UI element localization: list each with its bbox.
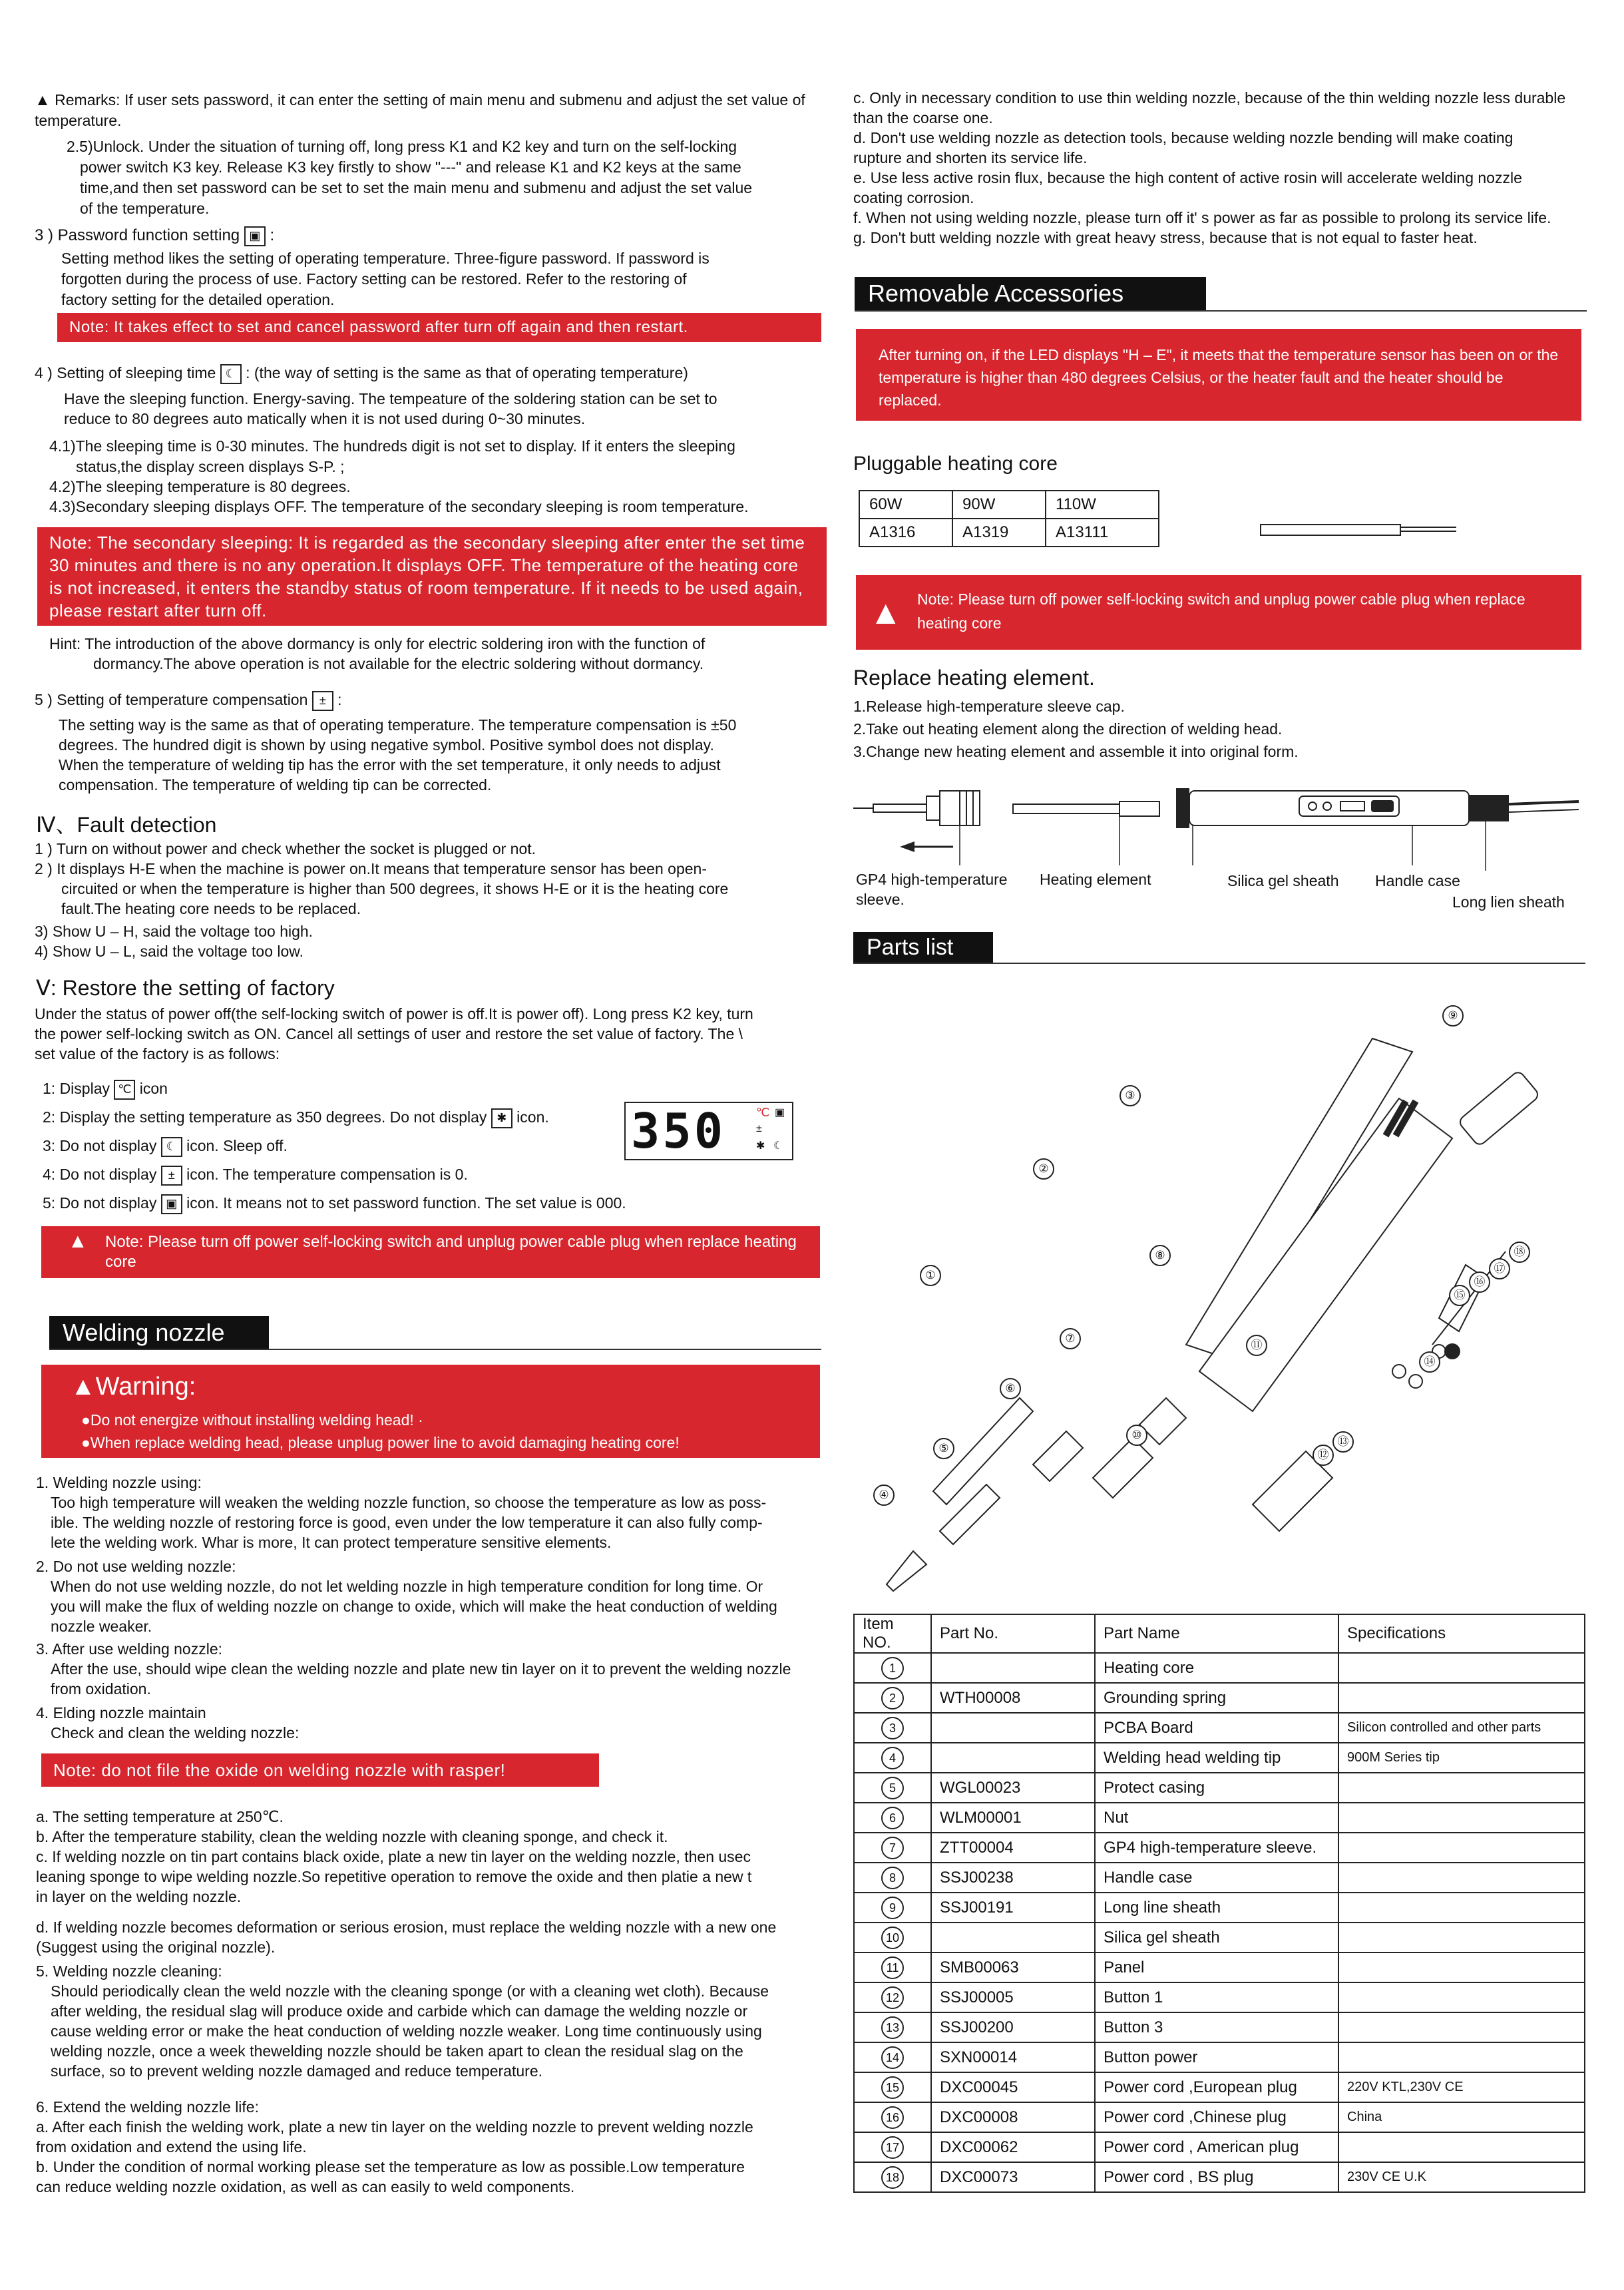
item-number-cell [854, 1952, 931, 1982]
sleep-sub: 4.2)The sleeping temperature is 80 degrees. [49, 478, 351, 495]
callout-17: ⑰ [1489, 1258, 1510, 1279]
warning-box [41, 1365, 820, 1458]
table-cell: Power cord , BS plug [1095, 2162, 1338, 2192]
fault-line: 4) Show U – L, said the voltage too low. [35, 943, 304, 960]
callout-6: ⑥ [1000, 1378, 1021, 1399]
table-cell: 60W [859, 491, 952, 519]
sleep-sub: 4.3)Secondary sleeping displays OFF. The temperature of the secondary sleeping is room temperature. [49, 498, 749, 515]
nozzle-block-line: a. After each finish the welding work, plate a new tin layer on the welding nozzle to prevent welding nozzle [36, 2118, 753, 2136]
table-header: Item NO. [854, 1614, 931, 1653]
moon-icon: ☾ [220, 364, 242, 384]
nozzle-block-head: 6. Extend the welding nozzle life: [36, 2098, 259, 2116]
restore-line: set value of the factory is as follows: [35, 1045, 280, 1062]
core-table [859, 490, 1159, 547]
callout-9: ⑨ [1442, 1005, 1464, 1027]
replace-diagram [853, 779, 1585, 879]
warning-item: ●Do not energize without installing welding head! · [81, 1411, 423, 1429]
item-number: 2 [881, 1687, 904, 1710]
sleep-sub: 4.1)The sleeping time is 0-30 minutes. The hundreds digit is not set to display. If it enters the sleeping [49, 437, 735, 455]
divider [49, 1349, 821, 1350]
table-row [854, 1923, 1585, 1952]
callout-3: ③ [1119, 1085, 1141, 1106]
password-icon: ▣ [161, 1194, 182, 1214]
power-note-text: Note: Please turn off power self-locking switch and unplug power cable plug when replace heating core [105, 1233, 797, 1271]
item-number: 3 [881, 1717, 904, 1739]
table-cell [1338, 1923, 1585, 1952]
password-line: Setting method likes the setting of operating temperature. Three-figure password. If password is [61, 250, 710, 267]
item-number: 9 [881, 1897, 904, 1919]
sleep-line: reduce to 80 degrees auto matically when it is not used during 0~30 minutes. [64, 410, 586, 427]
item-number: 17 [881, 2136, 904, 2159]
lcd-display [624, 1102, 793, 1160]
nozzle-block-line: b. Under the condition of normal working please set the temperature as low as possible.Low temperature [36, 2158, 745, 2176]
compensation-icon: ± [161, 1166, 182, 1186]
item-number: 7 [881, 1837, 904, 1859]
warning-title [71, 1373, 196, 1401]
fault-line: circuited or when the temperature is higher than 500 degrees, it shows H-E or it is the heating core [61, 880, 729, 897]
table-row [854, 1982, 1585, 2012]
nozzle-block-line: ible. The welding nozzle of restoring force is good, even under the low temperature it can also fully comp- [51, 1514, 763, 1531]
core-note-text: Note: Please turn off power self-locking switch and unplug power cable plug when replace heating core [917, 590, 1525, 632]
factory-item-text: 2: Display the setting temperature as 350 degrees. Do not display [43, 1108, 487, 1126]
core-title: Pluggable heating core [853, 453, 1058, 475]
table-cell [1338, 1952, 1585, 1982]
unlock-line: of the temperature. [80, 200, 210, 217]
password-note: Note: It takes effect to set and cancel password after turn off again and then restart. [57, 313, 821, 342]
lcd-unit: ℃ [756, 1106, 770, 1119]
callout-14: ⑭ [1419, 1351, 1440, 1373]
table-cell: 900M Series tip [1338, 1743, 1585, 1773]
table-row [854, 1952, 1585, 1982]
item-number-cell [854, 1893, 931, 1923]
table-cell: GP4 high-temperature sleeve. [1095, 1833, 1338, 1863]
warning-item: ●When replace welding head, please unplug power line to avoid damaging heating core! [81, 1434, 680, 1451]
table-cell [1338, 1893, 1585, 1923]
table-cell: SSJ00005 [931, 1982, 1095, 2012]
warning-triangle-icon: ▲ [35, 91, 51, 109]
parts-title: Parts list [853, 932, 993, 963]
table-cell: Silicon controlled and other parts [1338, 1713, 1585, 1743]
nozzle-block-line: from oxidation and extend the using life. [36, 2138, 307, 2156]
item-number-cell [854, 2162, 931, 2192]
item-number-cell [854, 1713, 931, 1743]
callout-16: ⑯ [1469, 1271, 1490, 1293]
callout-4: ④ [873, 1485, 895, 1506]
restore-line: Under the status of power off(the self-locking switch of power is off.It is power off). Long press K2 key, turn [35, 1005, 753, 1023]
table-cell: Button 1 [1095, 1982, 1338, 2012]
item-number-cell [854, 2012, 931, 2042]
callout-11: ⑪ [1246, 1335, 1267, 1356]
restore-heading: Ⅴ: Restore the setting of factory [36, 976, 335, 1000]
table-cell: Protect casing [1095, 1773, 1338, 1803]
table-cell [1338, 1803, 1585, 1833]
rasper-note: Note: do not file the oxide on welding nozzle with rasper! [41, 1753, 599, 1787]
item-number-cell [854, 2132, 931, 2162]
table-row [859, 519, 1159, 547]
sleep-heading-text: 4 ) Setting of sleeping time [35, 364, 216, 381]
nozzle-block-line: When do not use welding nozzle, do not let welding nozzle in high temperature condition for long time. Or [51, 1578, 763, 1595]
divider [855, 310, 1587, 312]
table-cell: Silica gel sheath [1095, 1923, 1338, 1952]
table-cell: 90W [952, 491, 1046, 519]
sleep-note: Note: The secondary sleeping: It is regarded as the secondary sleeping after enter the set time 30 minutes and there is no any operation.It displays OFF. The temperature of the heating core is not increased, it enters the standby status of room temperature. If it needs to be used again, please restart after turn off. [37, 527, 827, 626]
item-number-cell [854, 2102, 931, 2132]
item-number: 15 [881, 2076, 904, 2099]
item-number-cell [854, 2042, 931, 2072]
replace-step: 2.Take out heating element along the direction of welding head. [853, 720, 1283, 738]
nozzle-block-head: 3. After use welding nozzle: [36, 1640, 222, 1658]
clean-line: d. If welding nozzle becomes deformation or serious erosion, must replace the welding nozzle with a new one [36, 1919, 777, 1936]
celsius-icon: ℃ [114, 1080, 135, 1100]
replace-step: 3.Change new heating element and assemble it into original form. [853, 743, 1299, 760]
callout-1: ① [920, 1265, 941, 1286]
factory-item-text: icon. It means not to set password function. The set value is 000. [186, 1194, 626, 1212]
replace-step: 1.Release high-temperature sleeve cap. [853, 698, 1125, 715]
compensation-line: compensation. The temperature of welding tip can be corrected. [59, 776, 492, 794]
table-cell: Long line sheath [1095, 1893, 1338, 1923]
tip-line: than the coarse one. [853, 109, 993, 126]
table-row [854, 1683, 1585, 1713]
table-header: Part No. [931, 1614, 1095, 1653]
fault-line: 2 ) It displays H-E when the machine is power on.It means that temperature sensor has been open- [35, 860, 707, 877]
nozzle-block-line: from oxidation. [51, 1680, 151, 1698]
item-number-cell [854, 2072, 931, 2102]
table-cell: Panel [1095, 1952, 1338, 1982]
factory-item-text: icon [139, 1080, 168, 1097]
tip-line: e. Use less active rosin flux, because the high content of active rosin will accelerate welding nozzle [853, 169, 1522, 186]
factory-item [43, 1107, 549, 1128]
table-cell [931, 1653, 1095, 1683]
nozzle-block-line: After the use, should wipe clean the welding nozzle and plate new tin layer on it to prevent the welding nozzle [51, 1660, 791, 1678]
unlock-line: power switch K3 key. Release K3 key firstly to show "---" and release K1 and K2 keys at the same [80, 158, 741, 176]
power-note [41, 1226, 820, 1278]
item-number: 18 [881, 2166, 904, 2189]
table-cell [1338, 1683, 1585, 1713]
moon-icon: ☾ [161, 1137, 182, 1157]
clean-line: c. If welding nozzle on tin part contains black oxide, plate a new tin layer on the welding nozzle, then usec [36, 1848, 751, 1865]
table-cell [931, 1923, 1095, 1952]
password-line: factory setting for the detailed operation. [61, 291, 335, 308]
table-cell: Power cord ,European plug [1095, 2072, 1338, 2102]
nozzle-block-head: 1. Welding nozzle using: [36, 1474, 202, 1491]
table-cell: DXC00062 [931, 2132, 1095, 2162]
diagram-label: GP4 high-temperature [856, 871, 1008, 888]
table-cell [931, 1713, 1095, 1743]
remark-text: Remarks: If user sets password, it can enter the setting of main menu and submenu and adjust the set value of temperature. [35, 91, 805, 129]
table-cell: SSJ00238 [931, 1863, 1095, 1893]
factory-item [43, 1078, 168, 1100]
callout-10: ⑩ [1126, 1425, 1147, 1446]
sleep-line: Have the sleeping function. Energy-saving. The tempeature of the soldering station can be set to [64, 390, 717, 407]
factory-item [43, 1136, 288, 1157]
table-row [854, 1833, 1585, 1863]
parts-table [853, 1614, 1585, 2193]
item-number: 13 [881, 2016, 904, 2039]
factory-item-text: icon. [516, 1108, 549, 1126]
callout-8: ⑧ [1149, 1245, 1171, 1266]
item-number-cell [854, 1653, 931, 1683]
nozzle-block-head: 2. Do not use welding nozzle: [36, 1558, 236, 1575]
tip-line: g. Don't butt welding nozzle with great heavy stress, because that is not equal to faster heat. [853, 229, 1478, 246]
welding-nozzle-title: Welding nozzle [49, 1316, 269, 1349]
he-note [856, 329, 1581, 421]
factory-item-text: 5: Do not display [43, 1194, 157, 1212]
callout-15: ⑮ [1449, 1285, 1470, 1306]
table-header: Specifications [1338, 1614, 1585, 1653]
table-row [854, 2132, 1585, 2162]
clean-line: (Suggest using the original nozzle). [36, 1939, 276, 1956]
table-cell: Grounding spring [1095, 1683, 1338, 1713]
sleep-sub: status,the display screen displays S-P. ; [76, 458, 345, 475]
table-cell: WLM00001 [931, 1803, 1095, 1833]
table-cell: A1316 [859, 519, 952, 547]
moon-icon: ☾ [773, 1140, 783, 1152]
factory-item-text: 1: Display [43, 1080, 110, 1097]
hint-line: dormancy.The above operation is not available for the electric soldering without dormancy. [93, 655, 704, 672]
table-cell: DXC00073 [931, 2162, 1095, 2192]
table-cell: DXC00008 [931, 2102, 1095, 2132]
heat-icon: ✱ [491, 1108, 512, 1128]
item-number: 6 [881, 1807, 904, 1829]
diagram-label: Silica gel sheath [1227, 872, 1339, 889]
diagram-label: Handle case [1375, 872, 1460, 889]
factory-item-text: 3: Do not display [43, 1137, 157, 1154]
table-cell: WTH00008 [931, 1683, 1095, 1713]
tip-line: c. Only in necessary condition to use thin welding nozzle, because of the thin welding nozzle less durable [853, 89, 1566, 107]
lcd-value: 350 [631, 1103, 726, 1159]
table-cell: Handle case [1095, 1863, 1338, 1893]
heat-icon: ✱ [756, 1140, 765, 1152]
sleep-heading [35, 363, 688, 384]
table-cell: Heating core [1095, 1653, 1338, 1683]
table-cell: WGL00023 [931, 1773, 1095, 1803]
table-cell: 230V CE U.K [1338, 2162, 1585, 2192]
table-cell: A1319 [952, 519, 1046, 547]
factory-item-text: icon. The temperature compensation is 0. [186, 1166, 468, 1183]
table-row [854, 1803, 1585, 1833]
he-note-text: After turning on, if the LED displays "H – E", it meets that the temperature sensor has been on or the temperature is higher than 480 degrees Celsius, or the heater fault and the heater should be replaced. [879, 346, 1559, 409]
password-heading-text: 3 ) Password function setting [35, 226, 240, 244]
item-number: 12 [881, 1986, 904, 2009]
table-cell: SXN00014 [931, 2042, 1095, 2072]
nozzle-block-line: lete the welding work. Whar is more, It can protect temperature sensitive elements. [51, 1534, 612, 1551]
table-cell: Welding head welding tip [1095, 1743, 1338, 1773]
callout-12: ⑫ [1313, 1445, 1334, 1466]
nozzle-block-line: after welding, the residual slag will produce oxide and carbide which can damage the welding nozzle or [51, 2002, 748, 2020]
password-icon: ▣ [775, 1107, 785, 1118]
callout-5: ⑤ [933, 1438, 954, 1459]
table-row [854, 1713, 1585, 1743]
hint-line: Hint: The introduction of the above dormancy is only for electric soldering iron with the function of [49, 635, 706, 652]
table-cell: Button 3 [1095, 2012, 1338, 2042]
table-cell [931, 1743, 1095, 1773]
table-cell [1338, 2132, 1585, 2162]
item-number: 4 [881, 1747, 904, 1769]
clean-line: leaning sponge to wipe welding nozzle.So repetitive operation to remove the oxide and then platie a new t [36, 1868, 752, 1885]
callout-18: ⑱ [1509, 1242, 1530, 1263]
password-heading: 3 ) Password function setting ▣ : [35, 225, 274, 246]
table-row [854, 2042, 1585, 2072]
table-cell: SSJ00200 [931, 2012, 1095, 2042]
table-row [859, 491, 1159, 519]
item-number-cell [854, 1863, 931, 1893]
compensation-heading-text: 5 ) Setting of temperature compensation [35, 691, 308, 708]
item-number: 1 [881, 1657, 904, 1680]
warning-triangle-icon: ▲ [71, 1373, 96, 1401]
warning-triangle-icon: ▲ [869, 594, 903, 631]
table-cell: Power cord ,Chinese plug [1095, 2102, 1338, 2132]
nozzle-block-head: 4. Elding nozzle maintain [36, 1704, 206, 1721]
table-row [854, 1773, 1585, 1803]
tip-line: coating corrosion. [853, 189, 974, 206]
item-number-cell [854, 1833, 931, 1863]
table-cell: Power cord , American plug [1095, 2132, 1338, 2162]
item-number: 8 [881, 1867, 904, 1889]
table-header-row [854, 1614, 1585, 1653]
clean-line: in layer on the welding nozzle. [36, 1888, 242, 1905]
table-cell [1338, 1773, 1585, 1803]
warning-title-text: Warning: [95, 1373, 196, 1401]
compensation-icon: ± [312, 691, 333, 711]
factory-item [43, 1164, 468, 1186]
restore-line: the power self-locking switch as ON. Cancel all settings of user and restore the set value of factory. The \ [35, 1025, 743, 1042]
core-note [856, 575, 1581, 650]
replace-title: Replace heating element. [853, 666, 1095, 690]
table-cell [1338, 1982, 1585, 2012]
fault-line: 3) Show U – H, said the voltage too high. [35, 923, 313, 940]
nozzle-block-line: nozzle weaker. [51, 1618, 152, 1635]
table-row [854, 2072, 1585, 2102]
table-row [854, 1893, 1585, 1923]
fault-heading: Ⅳ、Fault detection [36, 813, 217, 837]
password-line: forgotten during the process of use. Factory setting can be restored. Refer to the restoring of [61, 270, 687, 288]
table-cell [1338, 2012, 1585, 2042]
item-number: 16 [881, 2106, 904, 2129]
diagram-label: sleeve. [856, 891, 905, 908]
table-row [854, 2102, 1585, 2132]
factory-item-text: 4: Do not display [43, 1166, 157, 1183]
item-number-cell [854, 1923, 931, 1952]
diagram-label: Long lien sheath [1452, 893, 1565, 911]
tip-line: rupture and shorten its service life. [853, 149, 1088, 166]
table-cell [1338, 1833, 1585, 1863]
remark-block [35, 90, 827, 131]
item-number-cell [854, 1982, 931, 2012]
table-cell: China [1338, 2102, 1585, 2132]
table-cell: SSJ00191 [931, 1893, 1095, 1923]
item-number-cell [854, 1683, 931, 1713]
fault-line: fault.The heating core needs to be replaced. [61, 900, 361, 917]
nozzle-block-line: Check and clean the welding nozzle: [51, 1724, 300, 1741]
table-cell [1338, 1863, 1585, 1893]
table-cell: SMB00063 [931, 1952, 1095, 1982]
table-row [854, 2162, 1585, 2192]
table-cell: Nut [1095, 1803, 1338, 1833]
warning-triangle-icon: ▲ [68, 1230, 88, 1252]
compensation-heading: 5 ) Setting of temperature compensation ± : [35, 690, 342, 711]
compensation-line: degrees. The hundred digit is shown by using negative symbol. Positive symbol does not display. [59, 736, 714, 754]
nozzle-block-line: Should periodically clean the weld nozzle with the cleaning sponge (or with a cleaning wet cloth). Because [51, 1982, 769, 2000]
compensation-line: When the temperature of welding tip has the error with the set temperature, it only needs to adjust [59, 756, 721, 774]
item-number: 14 [881, 2046, 904, 2069]
tip-line: f. When not using welding nozzle, please turn off it' s power as far as possible to prolong its service life. [853, 209, 1551, 226]
password-icon: ▣ [244, 226, 266, 246]
nozzle-block-line: Too high temperature will weaken the welding nozzle function, so choose the temperature as low as poss- [51, 1494, 767, 1511]
nozzle-block-line: you will make the flux of welding nozzle on change to oxide, which will make the heat conduction of welding [51, 1598, 777, 1615]
sleep-heading-tail: : (the way of setting is the same as that of operating temperature) [246, 364, 688, 381]
clean-line: a. The setting temperature at 250℃. [36, 1808, 284, 1825]
unlock-line: time,and then set password can be set to set the main menu and submenu and adjust the set value [80, 179, 753, 196]
compensation-icon: ± [756, 1123, 762, 1134]
diagram-label: Heating element [1040, 871, 1151, 888]
table-row [854, 2012, 1585, 2042]
table-row [854, 1743, 1585, 1773]
item-number: 11 [881, 1956, 904, 1979]
nozzle-block-line: can reduce welding nozzle oxidation, as well as can easily to weld components. [36, 2178, 575, 2195]
table-cell: ZTT00004 [931, 1833, 1095, 1863]
tip-line: d. Don't use welding nozzle as detection tools, because welding nozzle bending will make coating [853, 129, 1514, 146]
table-cell [1338, 2042, 1585, 2072]
divider [853, 963, 1585, 964]
table-cell: A13111 [1046, 519, 1159, 547]
nozzle-block-line: surface, so to prevent welding nozzle damaged and reduce temperature. [51, 2062, 542, 2080]
callout-2: ② [1033, 1158, 1054, 1180]
table-header: Part Name [1095, 1614, 1338, 1653]
table-cell: Button power [1095, 2042, 1338, 2072]
factory-item [43, 1193, 626, 1214]
accessories-title: Removable Accessories [855, 277, 1206, 310]
nozzle-block-line: cause welding error or make the heat conduction of welding nozzle weaker. Long time continuously using [51, 2022, 762, 2040]
clean-line: b. After the temperature stability, clean the welding nozzle with cleaning sponge, and check it. [36, 1828, 668, 1845]
item-number: 10 [881, 1927, 904, 1949]
table-cell: 110W [1046, 491, 1159, 519]
item-number-cell [854, 1743, 931, 1773]
item-number-cell [854, 1773, 931, 1803]
heating-core-drawing [1259, 513, 1459, 546]
unlock-line: 2.5)Unlock. Under the situation of turning off, long press K1 and K2 key and turn on the self-locking [67, 138, 737, 155]
exploded-view [853, 999, 1585, 1598]
table-cell [1338, 1653, 1585, 1683]
table-row [854, 1863, 1585, 1893]
table-cell: PCBA Board [1095, 1713, 1338, 1743]
callout-13: ⑬ [1332, 1431, 1354, 1453]
nozzle-block-line: welding nozzle, once a week thewelding nozzle should be taken apart to clean the residual slag on the [51, 2042, 743, 2060]
table-row [854, 1653, 1585, 1683]
compensation-line: The setting way is the same as that of operating temperature. The temperature compensation is ±50 [59, 716, 737, 734]
table-cell: DXC00045 [931, 2072, 1095, 2102]
item-number: 5 [881, 1777, 904, 1799]
fault-line: 1 ) Turn on without power and check whether the socket is plugged or not. [35, 840, 536, 857]
nozzle-block-head: 5. Welding nozzle cleaning: [36, 1962, 222, 1980]
table-cell: 220V KTL,230V CE [1338, 2072, 1585, 2102]
callout-7: ⑦ [1060, 1328, 1081, 1349]
factory-item-text: icon. Sleep off. [186, 1137, 288, 1154]
item-number-cell [854, 1803, 931, 1833]
